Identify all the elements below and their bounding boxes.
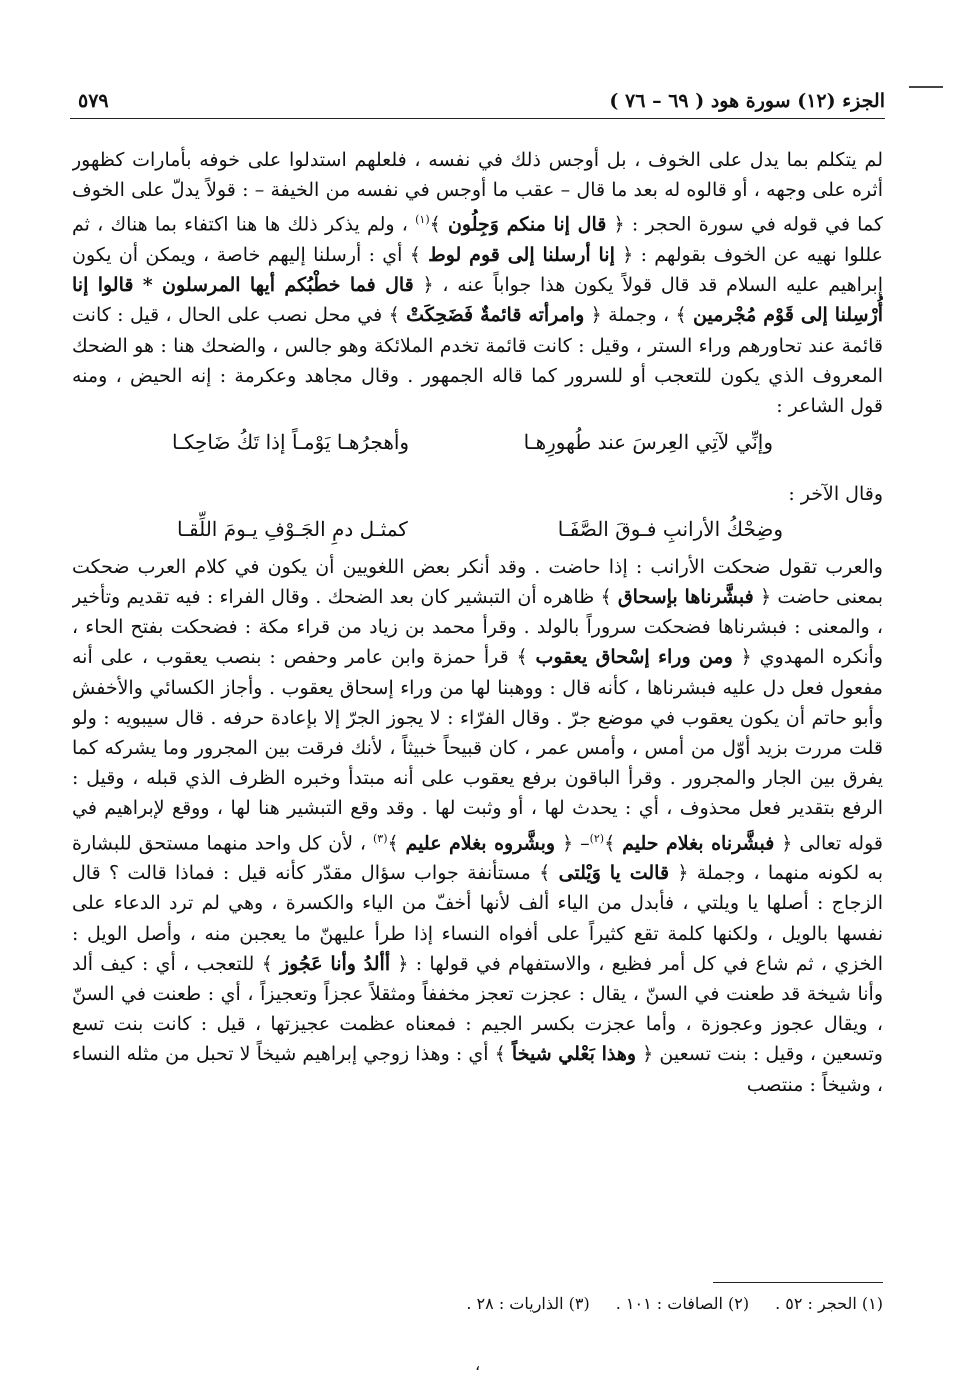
poem-verse-2 xyxy=(72,514,883,544)
header-rule xyxy=(70,118,885,119)
page-number: ٥٧٩ xyxy=(78,90,109,112)
footnote-1: (١) الحجر : ٥٢ . xyxy=(775,1294,883,1313)
footnotes xyxy=(72,1294,883,1313)
paragraph-2: والعرب تقول ضحكت الأرانب : إذا حاضت . وقد أنكر بعض اللغويين أن يكون في كلام العرب ضحكت بمعنى حاضت ﴿ فبشَّرناها بإسحاق ﴾ ظاهره أن التبشير كان بعد الضحك . وقال الفراء : فيه تقديم وتأخير ، والمعنى : فبشرناها فضحكت سروراً بالولد . وقرأ محمد بن زياد من قراء مكة : فضحكت بفتح الحاء ، وأنكره المهدوي ﴿ ومن وراء إسْحاق يعقوب ﴾ قرأ حمزة وابن عامر وحفص : بنصب يعقوب ، على أنه مفعول فعل دل عليه فبشرناها ، كأنه قال : ووهبنا لها من وراء إسحاق يعقوب . وأجاز الكسائي والأخفش وأبو حاتم أن يكون يعقوب في موضع جرّ . وقال الفرّاء : لا يجوز الجرّ إلا بإعادة حرفه . قال سيبويه : ولو قلت مررت بزيد أوّل من أمس ، وأمس عمر ، كان قبيحاً خبيثاً ، لأنك فرقت بين المجرور وما يشركه كما يفرق بين الجار والمجرور . وقرأ الباقون برفع يعقوب على أنه مبتدأ وخبره الظرف الذي قبله ، وقيل : الرفع بتقدير فعل محذوف ، أي : يحدث لها ، أو وثبت لها . وقد وقع التبشير هنا لها ، ووقع لإبراهيم في قوله تعالى ﴿ فبشَّرناه بغلام حليم ﴾$^{(٢)}$– ﴿ وبشَّروه بغلام عليم ﴾$^{(٣)}$ ، لأن كل واحد منهما مستحق للبشارة به لكونه منهما ، وجملة ﴿ قالت يا وَيْلتى ﴾ مستأنفة جواب سؤال مقدّر كأنه قيل : فماذا قالت ؟ قال الزجاج : أصلها يا ويلتي ، فأبدل من الياء ألف لأنها أخفّ من الياء والكسرة ، وهي لم ترد الدعاء على نفسها بالويل ، ولكنها كلمة تقع كثيراً على أفواه النساء إذا طرأ عليهنّ ما يعجبن منه ، وأصل الويل : الخزي ، ثم شاع في كل أمر فظيع ، والاستفهام في قولها : ﴿ أألدُ وأنا عَجُوز ﴾ للتعجب ، أي : كيف ألد وأنا شيخة قد طعنت في السنّ ، يقال : عجزت تعجز مخففاً ومثقلاً عجزاً وتعجيزاً ، أي : طعنت في السنّ ، ويقال عجوز وعجوزة ، وأما عجزت بكسر الجيم : فمعناه عظمت عجيزتها ، قيل : كانت بنت تسع وتسعين ، وقيل : بنت تسعين ﴿ وهذا بَعْلي شيخاً ﴾ أي : وهذا زوجي إبراهيم شيخاً لا تحبل من مثله النساء ، وشيخاً : منتصب xyxy=(72,555,883,1096)
corner-mark xyxy=(909,86,943,88)
bottom-mark: ، xyxy=(475,1355,481,1374)
footnote-2: (٢) الصافات : ١٠١ . xyxy=(615,1294,750,1313)
quran-verse: وبشَّروه بغلام عليم xyxy=(405,831,556,854)
quran-verse: فبشَّرناها بإسحاق xyxy=(617,585,754,608)
quran-verse: إنا أرسلنا إلى قوم لوط xyxy=(428,243,615,266)
quran-verse: قالت يا وَيْلتى xyxy=(558,862,670,885)
paragraph-1: لم يتكلم بما يدل على الخوف ، بل أوجس ذلك في نفسه ، فلعلهم استدلوا على خوفه بأمارات كظهور أثره على وجهه ، أو قالوه له بعد ما قال – عقب ما أوجس في نفسه من الخيفة – : قولاً يدلّ على الخوف كما في قوله في سورة الحجر : ﴿ قال إنا منكم وَجِلُون ﴾$^{(١)}$ ، ولم يذكر ذلك ها هنا اكتفاء بما هناك ، ثم عللوا نهيه عن الخوف بقولهم : ﴿ إنا أرسلنا إلى قوم لوط ﴾ أي : أرسلنا إليهم خاصة ، ويمكن أن يكون إبراهيم عليه السلام قد قال قولاً يكون هذا جواباً عنه ، ﴿ قال فما خطْبُكم أيها المرسلون * قالوا إنا أُرْسِلنا إلى قَوْم مُجْرمين ﴾ ، وجملة ﴿ وامرأته قائمةٌ فَضَحِكَتْ ﴾ في محل نصب على الحال ، قيل : كانت قائمة عند تحاورهم وراء الستر ، وقيل : كانت قائمة تخدم الملائكة وهو جالس ، والضحك هنا : هو الضحك المعروف الذي يكون للتعجب أو للسرور كما قاله الجمهور . وقال مجاهد وعكرمة : إنه الحيض ، ومنه قول الشاعر : xyxy=(72,149,883,417)
quran-verse: أألدُ وأنا عَجُوز xyxy=(280,952,391,975)
poem-intro: وقال الآخر : xyxy=(788,483,883,506)
quran-verse: ومن وراء إسْحاق يعقوب xyxy=(535,646,733,669)
quran-verse: قال إنا منكم وَجِلُون xyxy=(447,213,607,236)
quran-verse: فبشَّرناه بغلام حليم xyxy=(622,831,775,854)
poem-verse-1 xyxy=(72,427,883,457)
page-header xyxy=(78,82,885,112)
poem-hemistich-first: وإنِّي لآتِي العِرسَ عند طُهورِهـا xyxy=(523,430,773,455)
page-body xyxy=(72,145,883,1255)
quran-verse: وهذا بَعْلي شيخاً xyxy=(511,1043,637,1066)
footnote-ref: (٢) xyxy=(589,831,605,845)
footnote-ref: (١) xyxy=(415,213,430,227)
poem-hemistich-second: وأهجرُهـا يَوْمـاً إذا تَكُ ضَاحِكـا xyxy=(172,430,410,455)
quran-verse: وامرأته قائمةٌ فَضَحِكَتْ xyxy=(406,304,585,327)
footnote-3: (٣) الذاريات : ٢٨ . xyxy=(466,1294,590,1313)
footnote-ref: (٣) xyxy=(372,831,388,845)
running-title: الجزء (١٢) سورة هود ( ٦٩ – ٧٦ ) xyxy=(609,90,885,112)
quran-verse: قال فما خطْبُكم أيها المرسلون * قالوا إنا أُرْسِلنا إلى قَوْم مُجْرمين xyxy=(72,274,883,327)
poem-hemistich-second: كمثـل دمِ الجَـوْفِ يـومَ اللِّقـا xyxy=(177,516,408,541)
footnote-rule xyxy=(713,1282,883,1283)
poem-hemistich-first: وضِحْكُ الأرانبِ فـوقَ الصَّفَـا xyxy=(557,516,783,541)
